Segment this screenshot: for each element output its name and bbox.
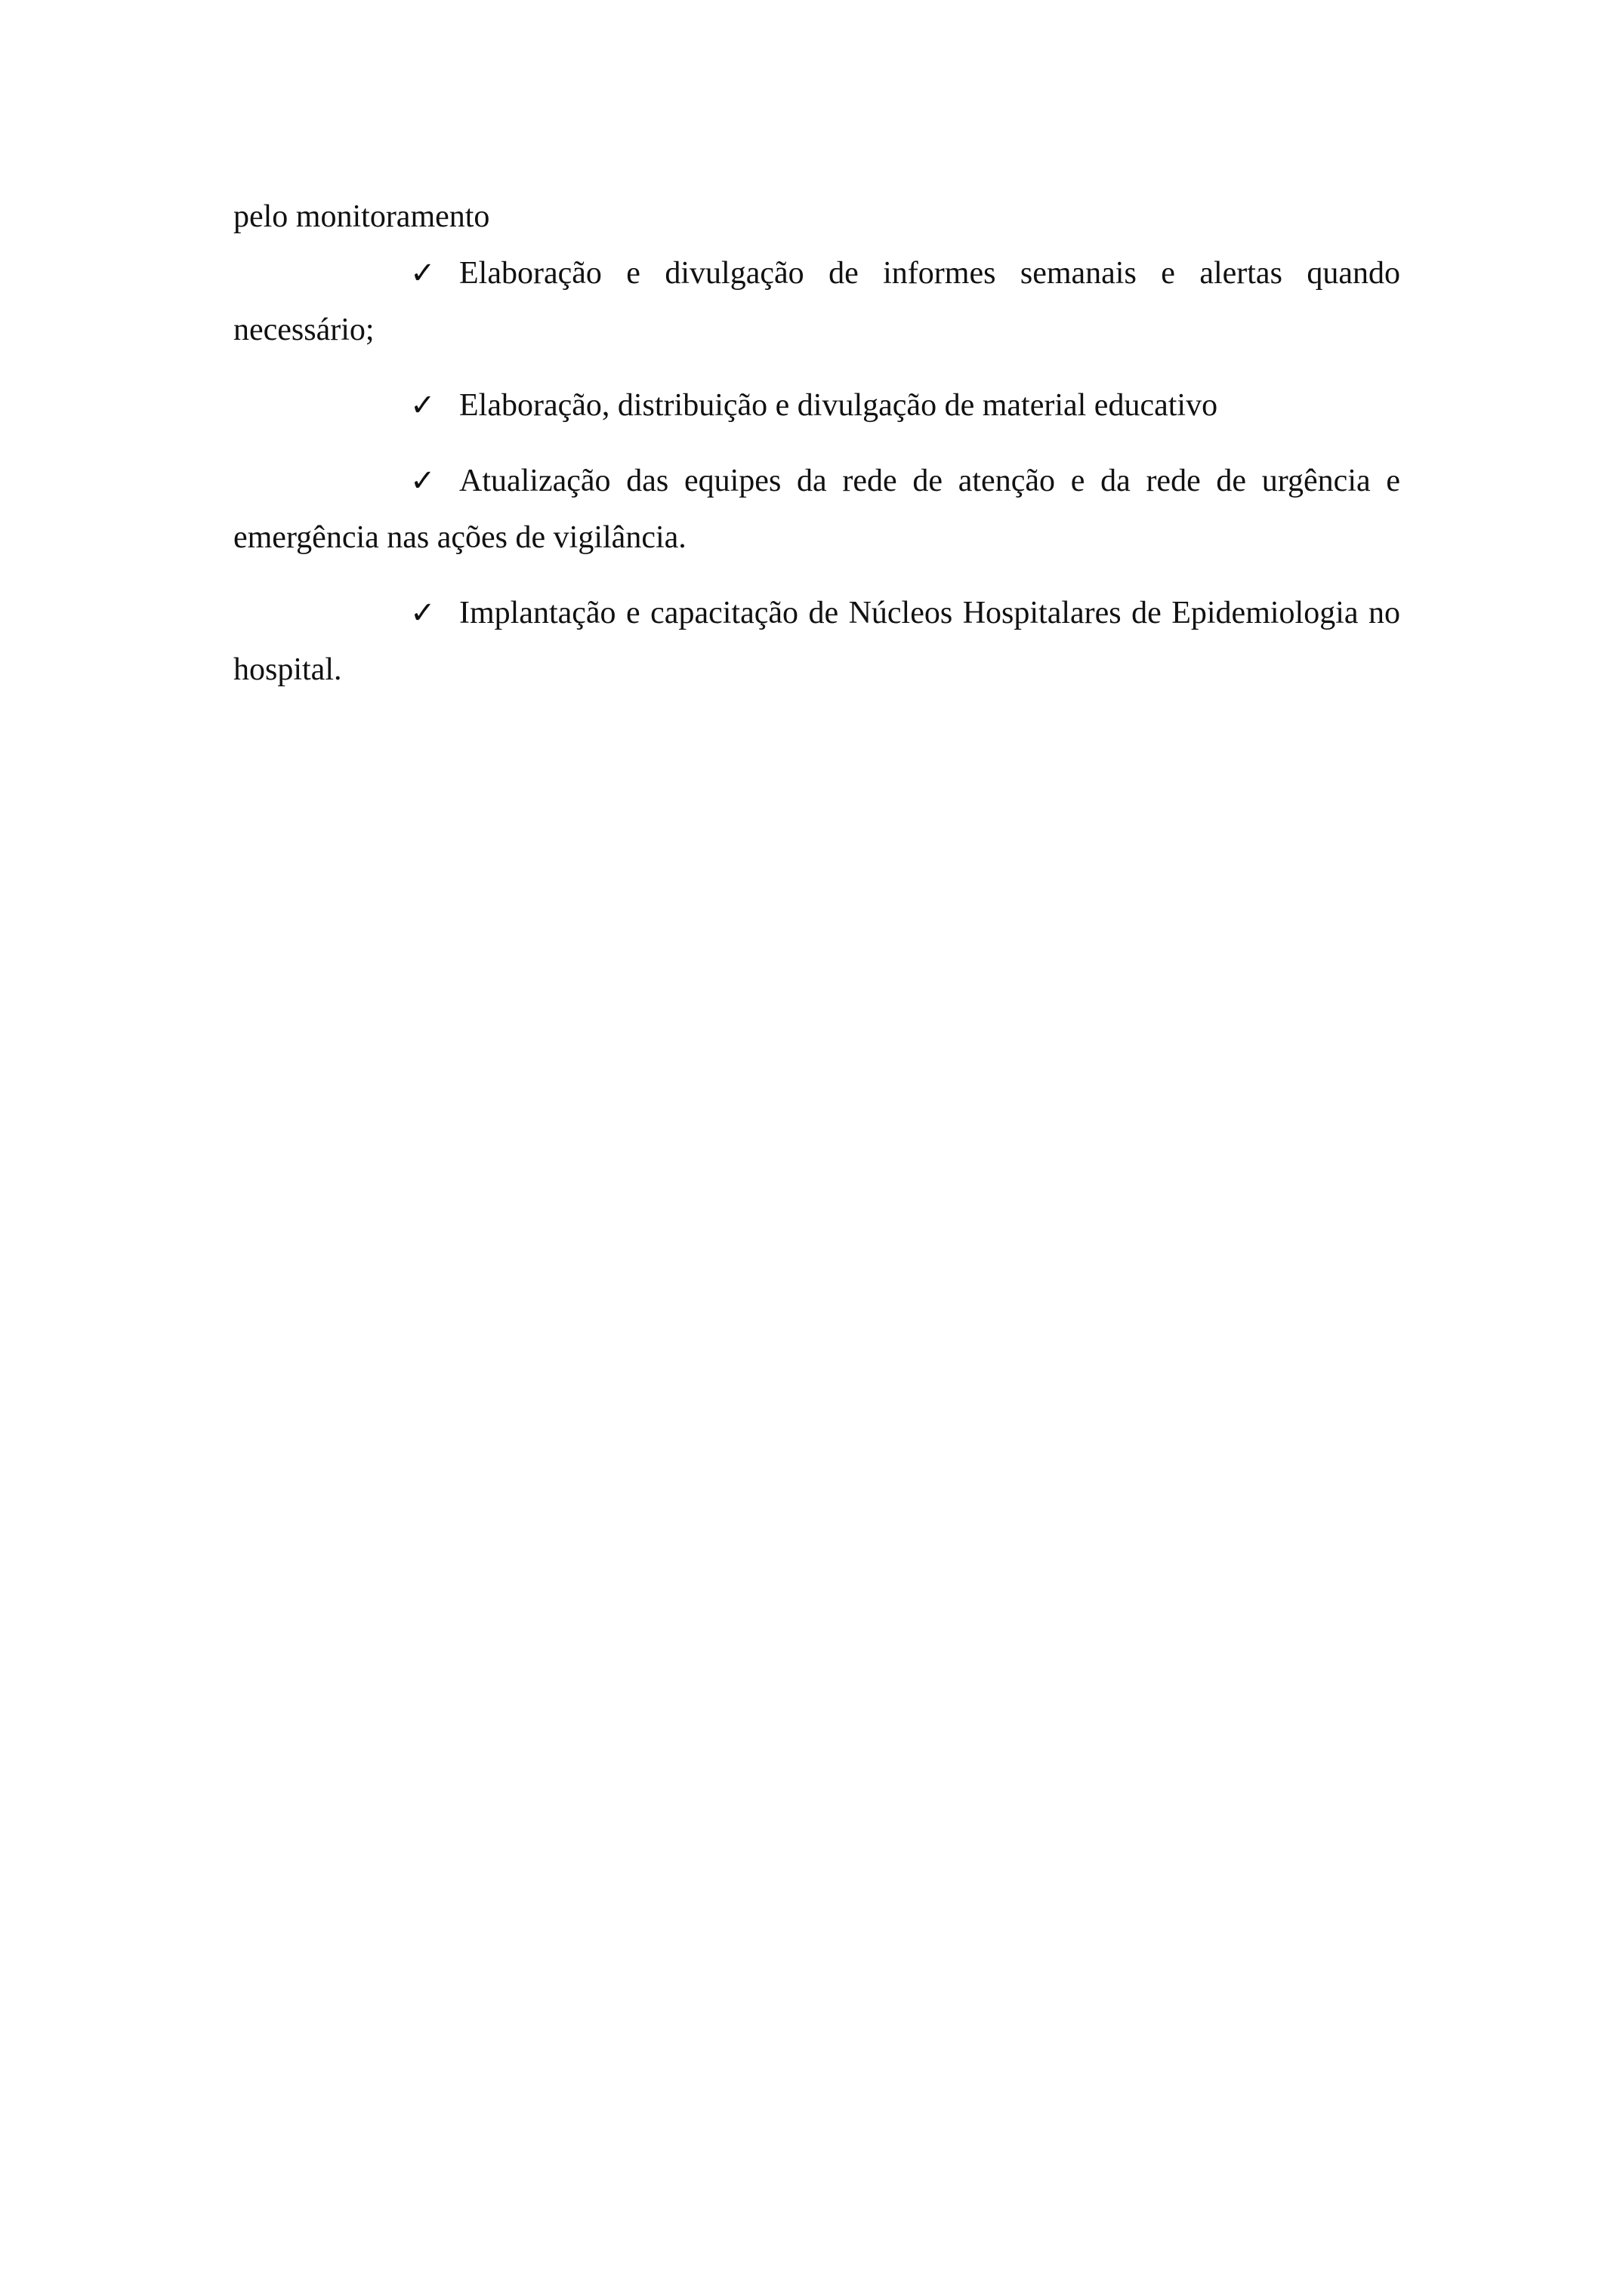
- list-item: [233, 245, 1400, 359]
- list-item: [233, 453, 1400, 566]
- list-item: [233, 378, 1400, 434]
- checkmark-icon: ✓: [410, 388, 436, 423]
- lead-text: pelo monitoramento: [233, 199, 490, 234]
- checkmark-icon: ✓: [410, 464, 436, 498]
- list-item-text: Implantação e capacitação de Núcleos Hospitalares de Epidemiologia no hospital.: [233, 596, 1400, 687]
- list-item-text: Atualização das equipes da rede de atenção e da rede de urgência e emergência nas ações de vigilância.: [233, 464, 1400, 555]
- list-item: [233, 585, 1400, 698]
- checkmark-icon: ✓: [410, 256, 436, 291]
- list-item-text: Elaboração, distribuição e divulgação de material educativo: [459, 388, 1218, 423]
- document-body: [233, 189, 1400, 698]
- checkmark-icon: ✓: [410, 596, 436, 630]
- list-item-text: Elaboração e divulgação de informes semanais e alertas quando necessário;: [233, 256, 1400, 347]
